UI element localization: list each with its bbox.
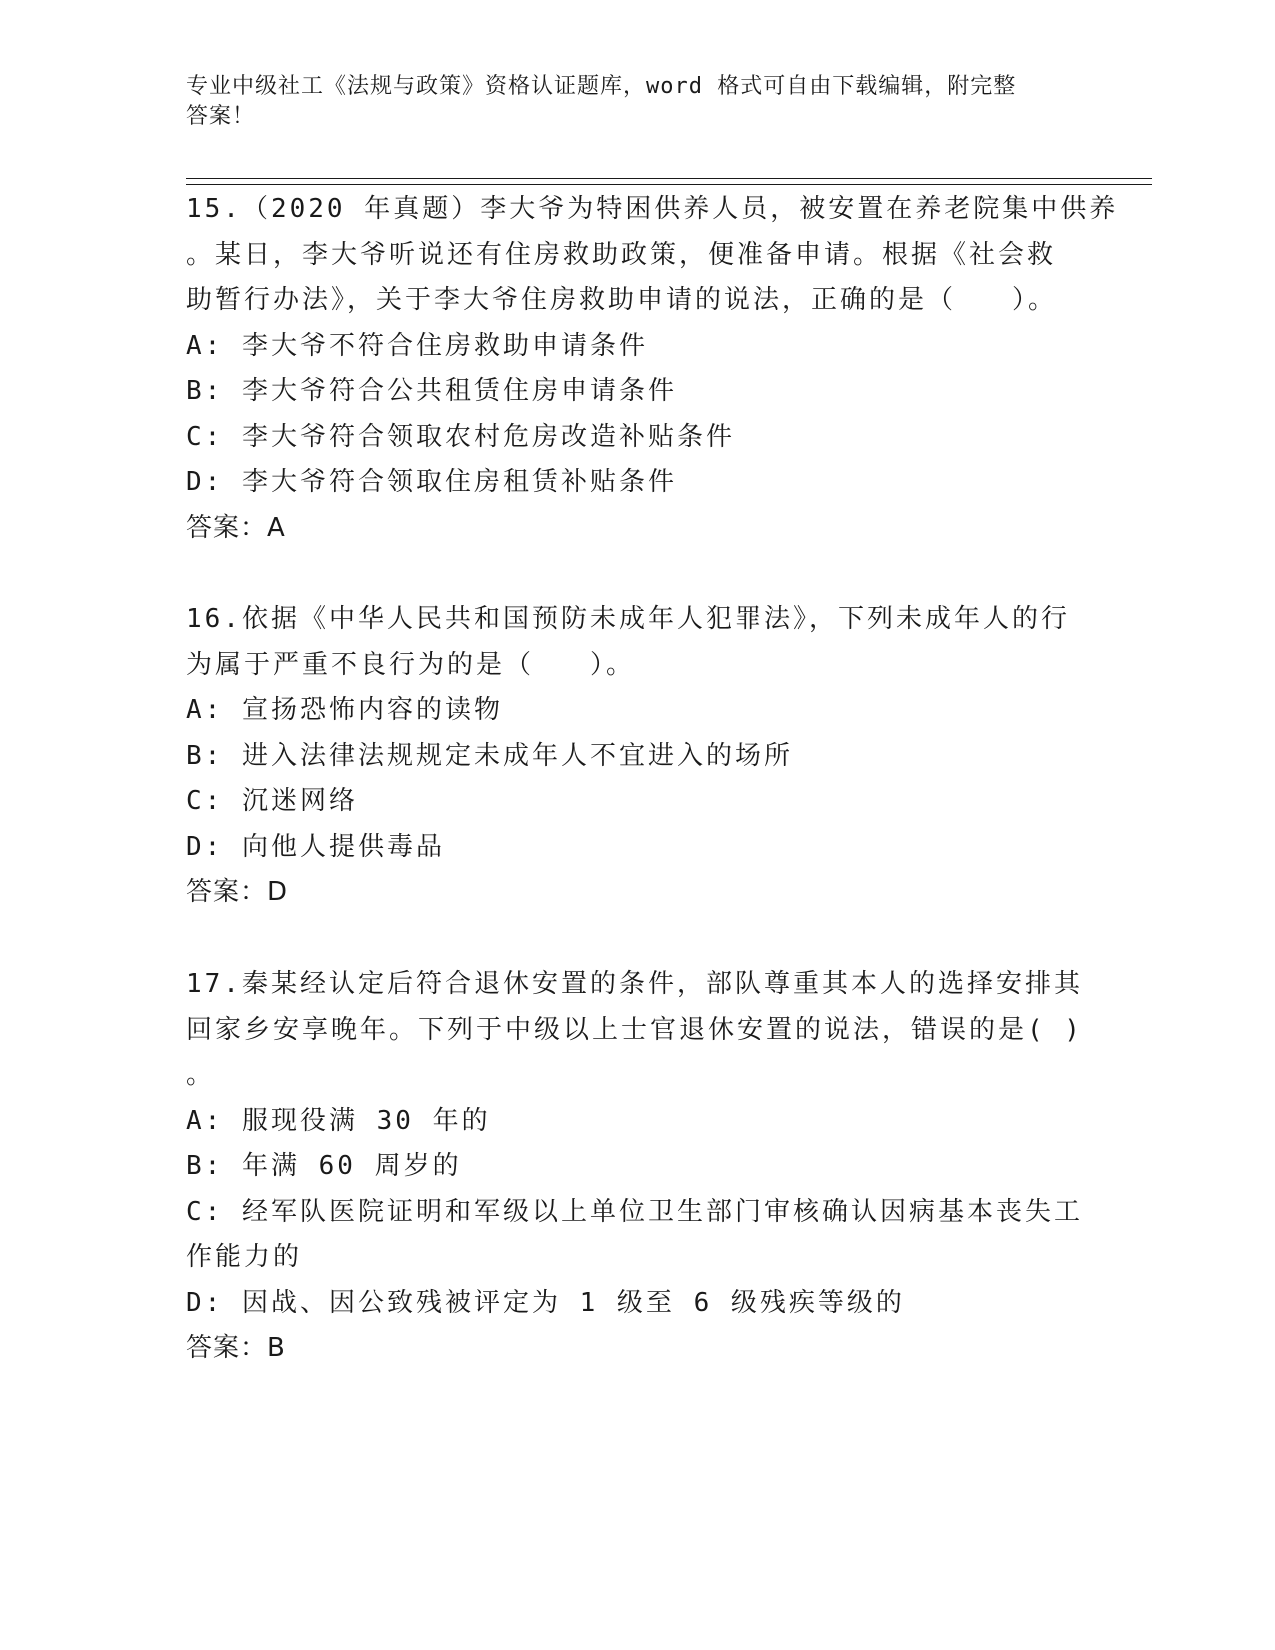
option-b: B: 李大爷符合公共租赁住房申请条件 bbox=[186, 376, 677, 406]
question-15 bbox=[186, 187, 1119, 551]
question-stem-line: 回家乡安享晚年。下列于中级以上士官退休安置的说法，错误的是( ) bbox=[186, 1014, 1083, 1045]
question-16 bbox=[186, 597, 1086, 916]
option-c: C: 李大爷符合领取农村危房改造补贴条件 bbox=[186, 421, 735, 452]
option-a: A: 宣扬恐怖内容的读物 bbox=[186, 695, 503, 725]
option-c: C: 经军队医院证明和军级以上单位卫生部门审核确认因病基本丧失工 bbox=[186, 1196, 1083, 1227]
question-stem-line: 助暂行办法》，关于李大爷住房救助申请的说法，正确的是（ ）。 bbox=[186, 285, 1057, 315]
question-stem-line: 。某日，李大爷听说还有住房救助政策，便准备申请。根据《社会救 bbox=[186, 239, 1057, 270]
option-c-continuation: 作能力的 bbox=[186, 1242, 303, 1272]
question-stem-line: 15.（2020 年真题）李大爷为特困供养人员，被安置在养老院集中供养 bbox=[186, 194, 1119, 224]
question-stem-line: 。 bbox=[186, 1060, 216, 1090]
option-a: A: 李大爷不符合住房救助申请条件 bbox=[186, 330, 648, 361]
question-stem-line: 为属于严重不良行为的是（ ）。 bbox=[186, 649, 635, 680]
option-d: D: 因战、因公致残被评定为 1 级至 6 级残疾等级的 bbox=[186, 1287, 905, 1318]
answer-label: 答案：D bbox=[186, 877, 289, 907]
answer-label: 答案：B bbox=[186, 1333, 286, 1363]
option-b: B: 年满 60 周岁的 bbox=[186, 1151, 462, 1181]
option-b: B: 进入法律法规规定未成年人不宜进入的场所 bbox=[186, 740, 793, 771]
option-d: D: 李大爷符合领取住房租赁补贴条件 bbox=[186, 467, 677, 497]
document-header bbox=[186, 72, 1066, 132]
header-divider-top bbox=[186, 178, 1152, 179]
option-c: C: 沉迷网络 bbox=[186, 786, 358, 816]
option-d: D: 向他人提供毒品 bbox=[186, 831, 445, 862]
question-17 bbox=[186, 962, 1086, 1372]
answer-label: 答案：A bbox=[186, 512, 286, 543]
question-stem-line: 16.依据《中华人民共和国预防未成年人犯罪法》，下列未成年人的行 bbox=[186, 604, 1070, 634]
header-line-2: 答案！ bbox=[186, 104, 256, 129]
question-stem-line: 17.秦某经认定后符合退休安置的条件，部队尊重其本人的选择安排其 bbox=[186, 969, 1083, 999]
header-line-1: 专业中级社工《法规与政策》资格认证题库，word 格式可自由下载编辑，附完整 bbox=[186, 74, 1017, 99]
header-divider-bottom bbox=[186, 184, 1152, 185]
option-a: A: 服现役满 30 年的 bbox=[186, 1105, 491, 1136]
